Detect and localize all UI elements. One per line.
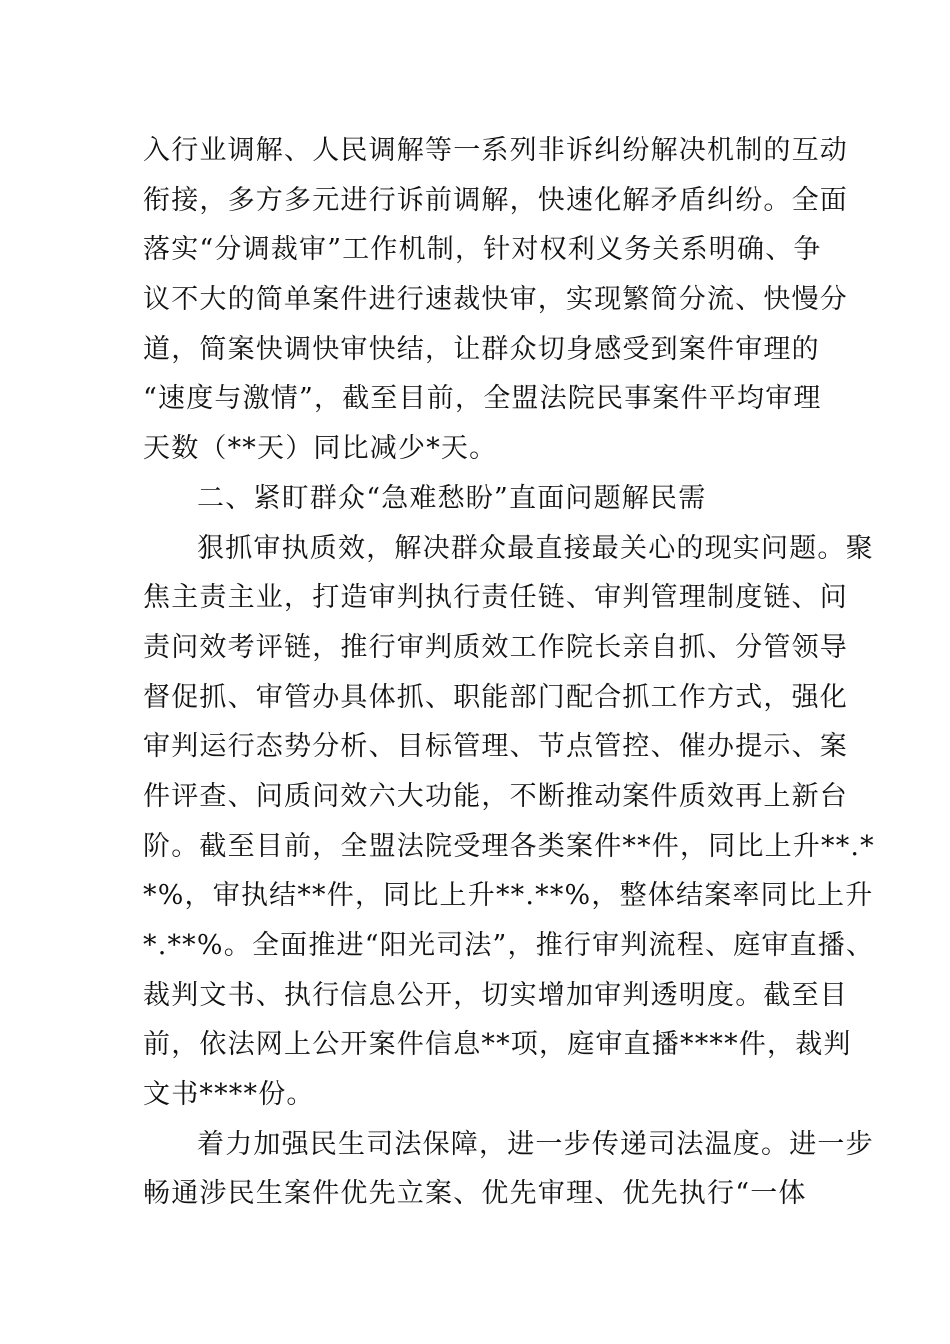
document-body xyxy=(143,126,875,1219)
text-line: 裁判文书、执行信息公开，切实增加审判透明度。截至目 xyxy=(143,979,848,1011)
text-line: 件评查、问质问效六大功能，不断推动案件质效再上新台 xyxy=(143,780,848,812)
text-line: *%，审执结**件，同比上升**.**%，整体结案率同比上升 xyxy=(143,880,874,912)
text-line: 狠抓审执质效，解决群众最直接最关心的现实问题。聚 xyxy=(197,532,874,564)
text-line: 审判运行态势分析、目标管理、节点管控、催办提示、案 xyxy=(143,731,848,763)
text-line: 畅通涉民生案件优先立案、优先审理、优先执行“一体 xyxy=(143,1178,807,1210)
text-line: 阶。截至目前，全盟法院受理各类案件**件，同比上升**.* xyxy=(143,830,875,862)
text-line: 文书****份。 xyxy=(143,1079,315,1111)
text-line: 衔接，多方多元进行诉前调解，快速化解矛盾纠纷。全面 xyxy=(143,184,848,216)
text-line: 议不大的简单案件进行速裁快审，实现繁简分流、快慢分 xyxy=(143,284,848,316)
text-line: 着力加强民生司法保障，进一步传递司法温度。进一步 xyxy=(197,1128,874,1160)
text-line: 责问效考评链，推行审判质效工作院长亲自抓、分管领导 xyxy=(143,631,848,663)
text-line: 天数（**天）同比减少*天。 xyxy=(143,433,498,465)
text-line: 督促抓、审管办具体抓、职能部门配合抓工作方式，强化 xyxy=(143,681,848,713)
text-line: 焦主责主业，打造审判执行责任链、审判管理制度链、问 xyxy=(143,582,848,614)
text-line: 道，简案快调快审快结，让群众切身感受到案件审理的 xyxy=(143,333,820,365)
text-line: 二、紧盯群众“急难愁盼”直面问题解民需 xyxy=(197,482,707,514)
text-line: 落实“分调裁审”工作机制，针对权利义务关系明确、争 xyxy=(143,234,822,266)
text-line: 前，依法网上公开案件信息**项，庭审直播****件，裁判 xyxy=(143,1029,852,1061)
text-line: 入行业调解、人民调解等一系列非诉纠纷解决机制的互动 xyxy=(143,135,848,166)
text-line: “速度与激情”，截至目前，全盟法院民事案件平均审理 xyxy=(143,383,822,415)
text-line: *.**%。全面推进“阳光司法”，推行审判流程、庭审直播、 xyxy=(143,930,875,961)
